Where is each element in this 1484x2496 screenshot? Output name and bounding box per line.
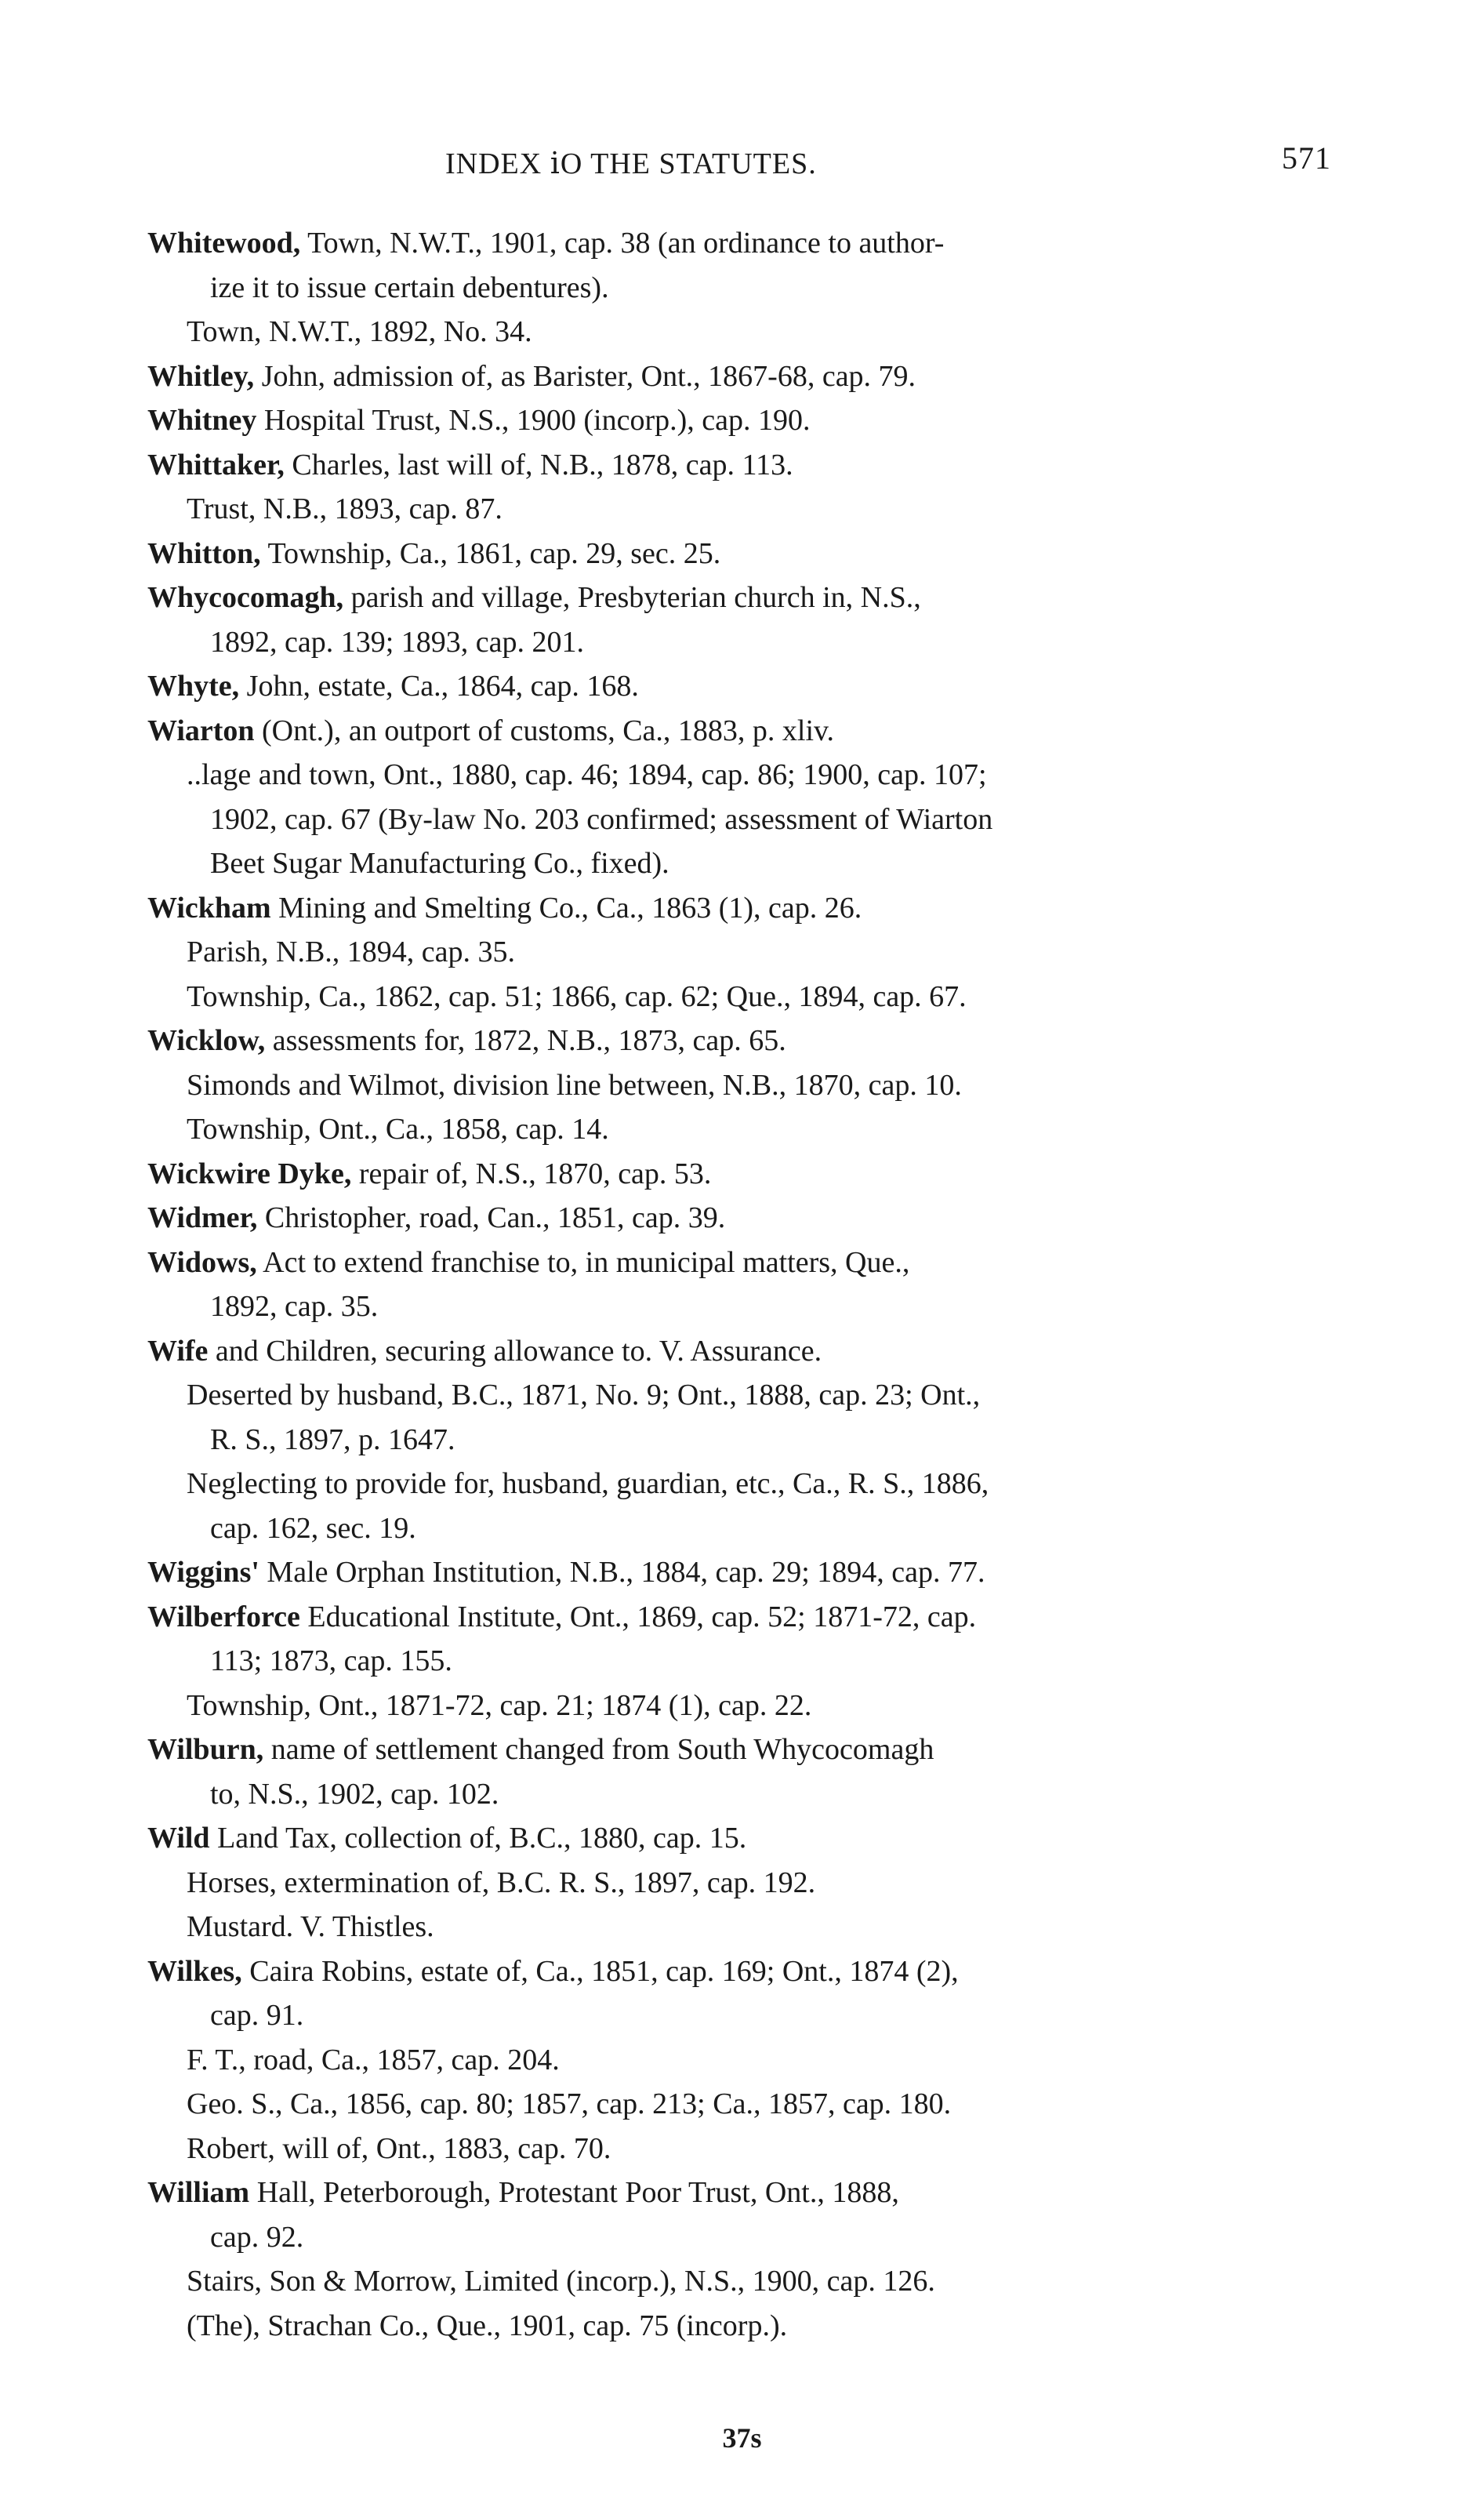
entry-line: [147, 2259, 1331, 2304]
index-entry: [147, 709, 1331, 754]
page-number: 571: [1282, 140, 1331, 176]
entry-heading: Wilburn,: [147, 1733, 264, 1766]
index-entry: [147, 930, 1331, 975]
index-entry: [147, 753, 1331, 886]
entry-text: Robert, will of, Ont., 1883, cap. 70.: [187, 2131, 611, 2165]
entry-text: assessments for, 1872, N.B., 1873, cap. 65.: [265, 1024, 786, 1057]
entry-text: 1892, cap. 35.: [210, 1290, 379, 1323]
entry-line: [147, 1329, 1331, 1374]
entry-line: [147, 797, 1331, 842]
entry-text: Land Tax, collection of, B.C., 1880, cap. 15.: [209, 1822, 747, 1855]
entry-line: [147, 1418, 1331, 1462]
entry-text: 113; 1873, cap. 155.: [210, 1644, 452, 1677]
index-entry: [147, 1241, 1331, 1329]
entry-text: Simonds and Wilmot, division line between, N.B., 1870, cap. 10.: [187, 1068, 962, 1102]
index-entry: [147, 354, 1331, 399]
index-entry: [147, 1373, 1331, 1462]
entry-line: [147, 2304, 1331, 2349]
entry-text: Trust, N.B., 1893, cap. 87.: [187, 492, 503, 525]
entry-line: [147, 487, 1331, 532]
entry-text: (The), Strachan Co., Que., 1901, cap. 75 (incorp.).: [187, 2309, 788, 2342]
entry-heading: William: [147, 2176, 250, 2209]
entry-line: [147, 1905, 1331, 1949]
entry-line: [147, 975, 1331, 1019]
entry-line: [147, 354, 1331, 399]
entry-line: [147, 2038, 1331, 2083]
index-entry: [147, 1019, 1331, 1063]
entry-heading: Wiarton: [147, 714, 255, 747]
entry-heading: Whitewood,: [147, 227, 301, 260]
entry-heading: Whitley,: [147, 359, 255, 393]
entry-line: [147, 1949, 1331, 1994]
entry-line: [147, 1595, 1331, 1640]
entry-text: Parish, N.B., 1894, cap. 35.: [187, 936, 516, 968]
entry-heading: Whitton,: [147, 536, 261, 570]
index-entry: [147, 2127, 1331, 2171]
index-entry: [147, 2259, 1331, 2304]
entry-line: [147, 1284, 1331, 1329]
entry-text: F. T., road, Ca., 1857, cap. 204.: [187, 2043, 560, 2076]
entry-line: [147, 841, 1331, 886]
entry-line: [147, 266, 1331, 311]
entry-line: [147, 221, 1331, 266]
entry-line: [147, 2127, 1331, 2171]
entry-text: Deserted by husband, B.C., 1871, No. 9; Ont., 1888, cap. 23; Ont.,: [187, 1379, 981, 1411]
index-body: [147, 221, 1331, 2348]
index-entry: [147, 1196, 1331, 1241]
index-entry: [147, 664, 1331, 709]
entry-text: Township, Ca., 1862, cap. 51; 1866, cap. 62; Que., 1894, cap. 67.: [187, 979, 967, 1013]
entry-line: [147, 2082, 1331, 2127]
entry-line: [147, 709, 1331, 754]
entry-text: ..lage and town, Ont., 1880, cap. 46; 1894, cap. 86; 1900, cap. 107;: [187, 758, 987, 791]
index-entry: [147, 398, 1331, 443]
entry-line: [147, 1684, 1331, 1728]
index-entry: [147, 1595, 1331, 1684]
entry-text: Mustard. V. Thistles.: [187, 1910, 434, 1943]
signature-mark: 37s: [722, 2422, 762, 2454]
entry-text: 1892, cap. 139; 1893, cap. 201.: [210, 625, 585, 659]
entry-heading: Wickham: [147, 891, 271, 925]
index-entry: [147, 1905, 1331, 1949]
entry-line: [147, 620, 1331, 665]
entry-text: Male Orphan Institution, N.B., 1884, cap. 29; 1894, cap. 77.: [259, 1556, 985, 1589]
index-entry: [147, 1550, 1331, 1595]
entry-text: R. S., 1897, p. 1647.: [210, 1422, 455, 1456]
index-entry: [147, 443, 1331, 488]
entry-text: to, N.S., 1902, cap. 102.: [210, 1777, 499, 1811]
entry-line: [147, 1373, 1331, 1418]
entry-line: [147, 1728, 1331, 1772]
entry-line: [147, 1462, 1331, 1506]
entry-line: [147, 930, 1331, 975]
entry-line: [147, 1152, 1331, 1197]
running-title: INDEX ⅰO THE STATUTES.: [445, 147, 817, 180]
entry-heading: Whitney: [147, 404, 257, 437]
entry-text: Neglecting to provide for, husband, guardian, etc., Ca., R. S., 1886,: [187, 1467, 989, 1500]
index-entry: [147, 1684, 1331, 1728]
entry-text: Christopher, road, Can., 1851, cap. 39.: [257, 1201, 726, 1234]
entry-line: [147, 1816, 1331, 1861]
index-entry: [147, 2171, 1331, 2259]
index-entry: [147, 1329, 1331, 1374]
index-entry: [147, 1107, 1331, 1152]
entry-line: [147, 310, 1331, 354]
entry-text: cap. 91.: [210, 1999, 304, 2032]
entry-text: cap. 162, sec. 19.: [210, 1511, 416, 1545]
entry-heading: Wilberforce: [147, 1600, 300, 1633]
entry-text: Act to extend franchise to, in municipal matters, Que.,: [256, 1245, 910, 1279]
entry-text: name of settlement changed from South Whycocomagh: [263, 1733, 934, 1766]
entry-text: Beet Sugar Manufacturing Co., fixed).: [210, 847, 669, 880]
page-header: [147, 140, 1331, 187]
entry-text: Township, Ont., Ca., 1858, cap. 14.: [187, 1113, 609, 1146]
entry-heading: Whittaker,: [147, 448, 285, 481]
index-entry: [147, 310, 1331, 354]
index-entry: [147, 1861, 1331, 1906]
entry-text: (Ont.), an outport of customs, Ca., 1883, p. xliv.: [254, 714, 835, 747]
index-entry: [147, 532, 1331, 576]
entry-heading: Whycocomagh,: [147, 581, 344, 614]
index-entry: [147, 1063, 1331, 1108]
entry-text: Town, N.W.T., 1901, cap. 38 (an ordinance to author-: [300, 227, 945, 260]
entry-text: Geo. S., Ca., 1856, cap. 80; 1857, cap. 213; Ca., 1857, cap. 180.: [187, 2087, 952, 2120]
entry-heading: Wiggins': [147, 1556, 259, 1589]
entry-heading: Wickwire Dyke,: [147, 1157, 352, 1190]
entry-line: [147, 1107, 1331, 1152]
entry-text: Stairs, Son & Morrow, Limited (incorp.), N.S., 1900, cap. 126.: [187, 2265, 935, 2298]
entry-text: Mining and Smelting Co., Ca., 1863 (1), cap. 26.: [270, 891, 862, 925]
index-entry: [147, 576, 1331, 664]
entry-text: Hospital Trust, N.S., 1900 (incorp.), cap. 190.: [256, 404, 811, 437]
entry-line: [147, 2215, 1331, 2260]
entry-text: Township, Ca., 1861, cap. 29, sec. 25.: [260, 536, 721, 570]
entry-heading: Wilkes,: [147, 1954, 242, 1988]
entry-line: [147, 1196, 1331, 1241]
entry-line: [147, 443, 1331, 488]
entry-line: [147, 886, 1331, 931]
entry-text: Charles, last will of, N.B., 1878, cap. 113.: [284, 448, 793, 481]
entry-line: [147, 532, 1331, 576]
index-entry: [147, 975, 1331, 1019]
entry-text: Horses, extermination of, B.C. R. S., 1897, cap. 192.: [187, 1866, 816, 1899]
entry-line: [147, 664, 1331, 709]
entry-text: parish and village, Presbyterian church in, N.S.,: [343, 581, 921, 614]
entry-line: [147, 1063, 1331, 1108]
entry-text: Caira Robins, estate of, Ca., 1851, cap. 169; Ont., 1874 (2),: [241, 1954, 959, 1988]
entry-text: Educational Institute, Ont., 1869, cap. 52; 1871-72, cap.: [299, 1600, 977, 1633]
entry-line: [147, 1019, 1331, 1063]
entry-heading: Wife: [147, 1334, 209, 1368]
index-entry: [147, 1462, 1331, 1550]
entry-heading: Wild: [147, 1822, 210, 1855]
entry-text: ize it to issue certain debentures).: [210, 271, 609, 304]
entry-line: [147, 1772, 1331, 1817]
entry-text: cap. 92.: [210, 2220, 304, 2254]
index-entry: [147, 1949, 1331, 2038]
entry-text: John, admission of, as Barister, Ont., 1867-68, cap. 79.: [254, 359, 916, 393]
entry-line: [147, 1241, 1331, 1285]
entry-line: [147, 1550, 1331, 1595]
entry-line: [147, 1993, 1331, 2038]
entry-heading: Whyte,: [147, 670, 240, 703]
entry-line: [147, 753, 1331, 797]
entry-heading: Wicklow,: [147, 1024, 266, 1057]
entry-line: [147, 1506, 1331, 1551]
entry-line: [147, 576, 1331, 620]
index-entry: [147, 886, 1331, 931]
entry-text: John, estate, Ca., 1864, cap. 168.: [239, 670, 639, 703]
index-entry: [147, 1816, 1331, 1861]
entry-text: 1902, cap. 67 (By-law No. 203 confirmed; assessment of Wiarton: [210, 802, 993, 836]
entry-text: repair of, N.S., 1870, cap. 53.: [351, 1157, 712, 1190]
index-entry: [147, 2304, 1331, 2349]
index-entry: [147, 2038, 1331, 2083]
entry-line: [147, 1861, 1331, 1906]
index-entry: [147, 1152, 1331, 1197]
entry-line: [147, 1639, 1331, 1684]
entry-text: Township, Ont., 1871-72, cap. 21; 1874 (1), cap. 22.: [187, 1688, 812, 1722]
index-entry: [147, 2082, 1331, 2127]
entry-text: Town, N.W.T., 1892, No. 34.: [187, 315, 532, 348]
entry-heading: Widmer,: [147, 1201, 258, 1234]
entry-line: [147, 2171, 1331, 2215]
index-entry: [147, 1728, 1331, 1816]
entry-line: [147, 398, 1331, 443]
entry-heading: Widows,: [147, 1245, 257, 1279]
index-entry: [147, 487, 1331, 532]
entry-text: Hall, Peterborough, Protestant Poor Trust, Ont., 1888,: [249, 2176, 899, 2209]
index-entry: [147, 221, 1331, 310]
entry-text: and Children, securing allowance to. V. Assurance.: [208, 1334, 822, 1368]
